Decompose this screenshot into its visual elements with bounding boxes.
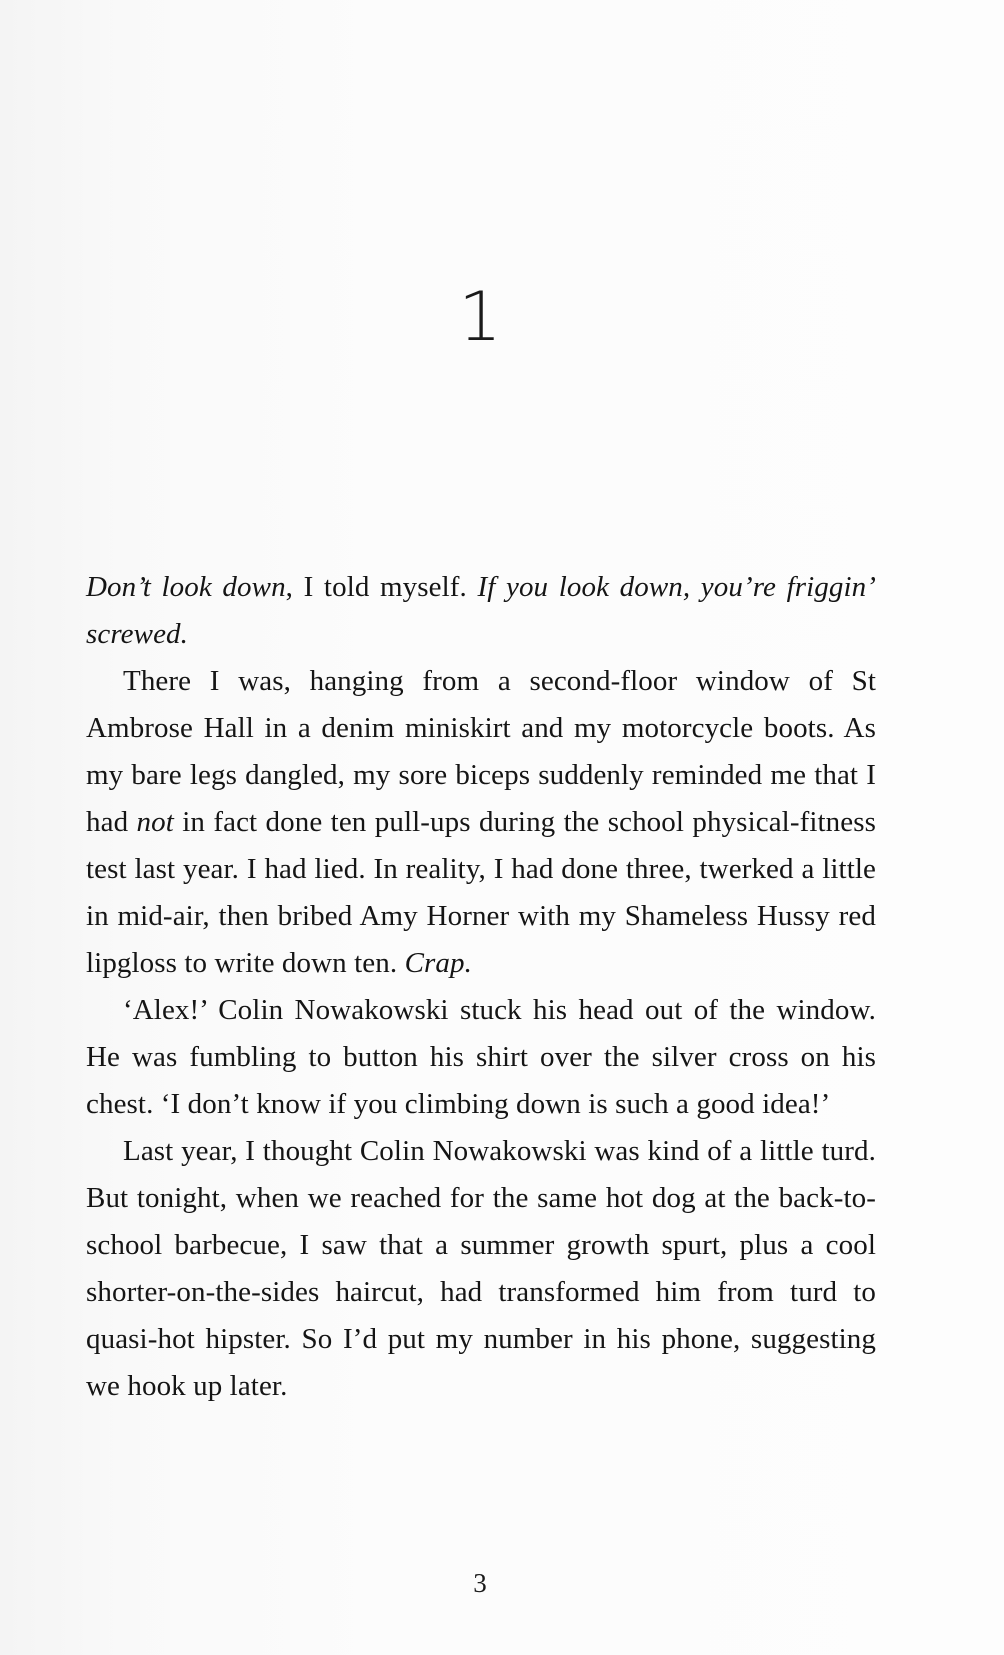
text-span: There I was, hanging from a second-floor window of St Ambrose Hall in a denim miniskirt and my motorcycle boots. As my bare legs dangled, my sore biceps suddenly reminded me that I had [86, 665, 876, 838]
paragraph [86, 987, 876, 1128]
page-number: 3 [473, 1568, 487, 1598]
chapter-number: 1 [458, 278, 502, 357]
text-span: in fact done ten pull-ups during the school physical-fitness test last year. I had lied. In reality, I had done three, twerked a little in mid-air, then bribed Amy Horner with my Shameless Hussy red lipgloss to write down ten. [86, 806, 876, 979]
paragraph [86, 564, 876, 658]
text-span: , I told myself. [285, 571, 478, 603]
italic-text: If you look down, you’re friggin’ screwed. [86, 571, 876, 650]
paragraph [86, 1128, 876, 1410]
text-span: ‘Alex!’ Colin Nowakowski stuck his head out of the window. He was fumbling to button his shirt over the silver cross on his chest. ‘I don’t know if you climbing down is such a good idea!’ [86, 994, 876, 1120]
italic-text: not [136, 806, 174, 838]
italic-text: Don’t look down [86, 571, 286, 603]
body-text [86, 564, 876, 1410]
italic-text: Crap. [404, 947, 472, 979]
paragraph [86, 658, 876, 987]
text-span: Last year, I thought Colin Nowakowski was kind of a little turd. But tonight, when we reached for the same hot dog at the back-to-school barbecue, I saw that a summer growth spurt, plus a cool shorter-on-the-sides haircut, had transformed him from turd to quasi-hot hipster. So I’d put my number in his phone, suggesting we hook up later. [86, 1135, 876, 1402]
